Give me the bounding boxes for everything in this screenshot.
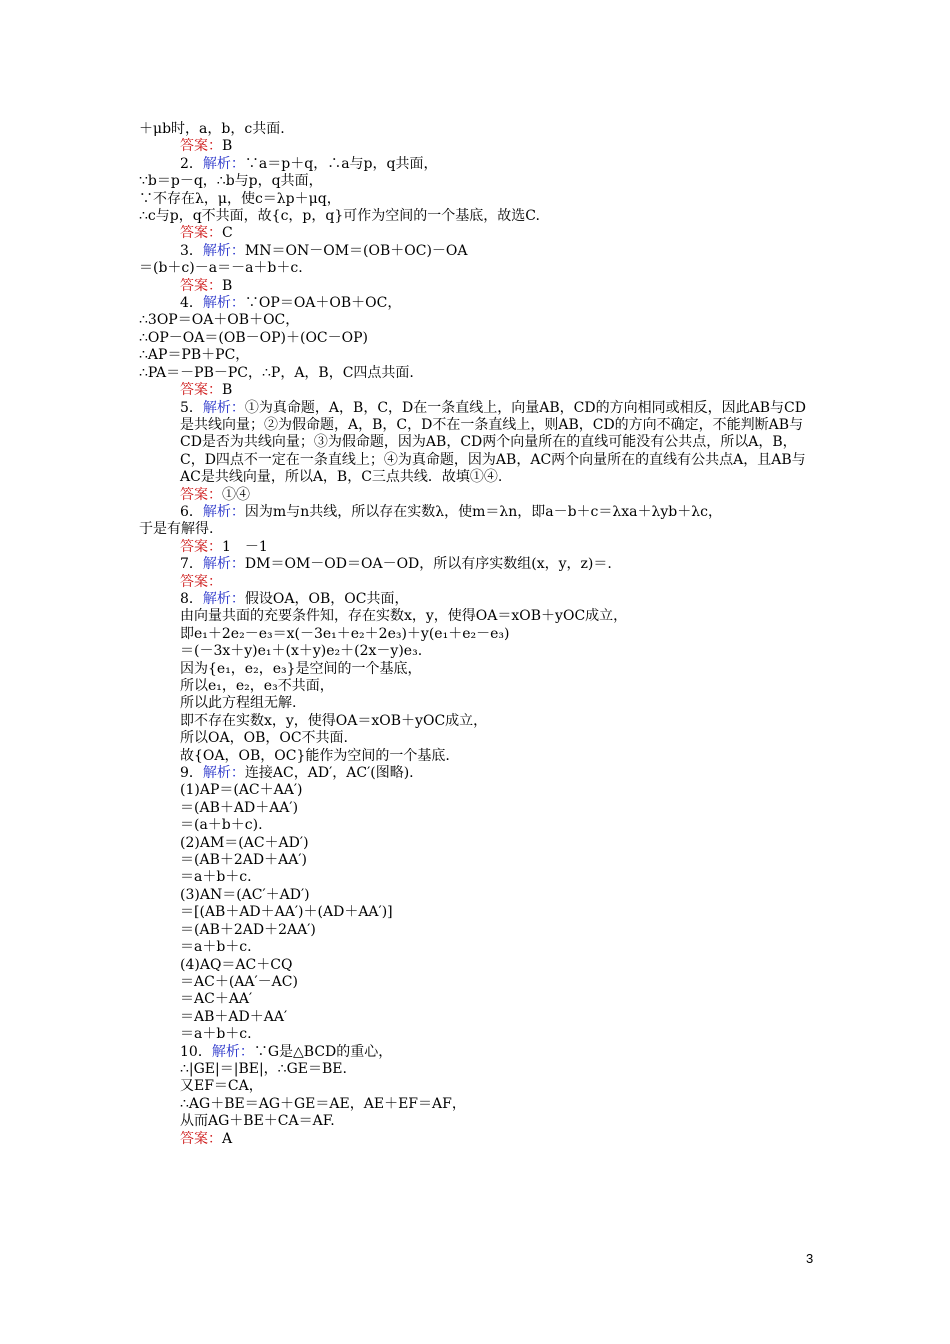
answer-label: 答案： xyxy=(180,382,222,399)
line-text: 5． xyxy=(180,399,203,416)
line-rest-text: MN＝ON－OM＝(OB＋OC)－OA xyxy=(244,242,468,259)
line-text: ＝AB＋AD＋AA′ xyxy=(180,1008,288,1025)
text-line xyxy=(139,330,819,347)
line-text: ＝(AB＋2AD＋AA′) xyxy=(180,852,307,869)
line-text: ∵不存在λ，μ，使c＝λp＋μq， xyxy=(139,190,341,207)
analysis-label: 解析： xyxy=(202,556,245,573)
line-text: B xyxy=(222,382,233,399)
answer-label: 答案： xyxy=(180,225,222,242)
text-line xyxy=(139,974,819,991)
line-text: 因为{e₁，e₂，e₃}是空间的一个基底， xyxy=(180,660,422,677)
text-line xyxy=(139,591,819,608)
line-text: ＝AC＋(AA′－AC) xyxy=(180,973,298,990)
text-line xyxy=(139,191,819,208)
line-text: ∴|GE|＝|BE|，∴GE＝BE. xyxy=(180,1060,347,1077)
line-text: 3． xyxy=(180,242,203,259)
line-text: ＝[(AB＋AD＋AA′)＋(AD＋AA′)] xyxy=(180,904,393,921)
text-line xyxy=(139,887,819,904)
line-text: 所以此方程组无解. xyxy=(180,695,297,712)
text-line xyxy=(139,713,819,730)
line-text: 即不存在实数x，y，使得OA＝xOB＋yOC成立， xyxy=(180,712,488,729)
line-rest-text: ∵G是△BCD的重心， xyxy=(253,1043,393,1060)
text-line xyxy=(139,922,819,939)
text-line xyxy=(139,400,819,487)
line-text: 所以e₁，e₂，e₃不共面， xyxy=(180,678,334,694)
line-text: ＝(AB＋2AD＋2AA′) xyxy=(180,921,316,938)
line-text: 又EF＝CA， xyxy=(180,1078,263,1095)
line-text: C xyxy=(222,225,233,242)
text-line xyxy=(139,939,819,956)
line-text: 从而AG＋BE＋CA＝AF. xyxy=(180,1113,335,1130)
line-text: 2． xyxy=(180,155,203,172)
text-line xyxy=(139,312,819,329)
text-line xyxy=(139,1026,819,1043)
line-text: 8． xyxy=(180,590,203,607)
line-text: 4． xyxy=(180,295,203,312)
analysis-label: 解析： xyxy=(202,242,245,259)
text-line xyxy=(139,748,819,765)
line-text: 10． xyxy=(180,1043,212,1060)
line-text: ＝AC＋AA′ xyxy=(180,991,253,1008)
text-line xyxy=(139,574,819,591)
text-line xyxy=(139,852,819,869)
text-line xyxy=(139,730,819,747)
text-line xyxy=(139,1113,819,1130)
analysis-label: 解析： xyxy=(202,590,245,607)
line-text: ＋μb时，a，b，c共面. xyxy=(139,121,285,137)
line-text: ＝a＋b＋c. xyxy=(180,939,252,956)
line-text: ①④ xyxy=(222,486,250,503)
analysis-label: 解析： xyxy=(202,295,245,312)
text-line xyxy=(139,382,819,399)
analysis-label: 解析： xyxy=(202,503,245,520)
text-line xyxy=(139,765,819,782)
line-text: 7． xyxy=(180,556,203,573)
line-text: (3)AN＝(AC′＋AD′) xyxy=(180,886,310,903)
line-rest-text: ①为真命题，A，B，C，D在一条直线上，向量AB，CD的方向相同或相反，因此AB与CD是共线向量；②为假命题，A，B，C，D不在一条直线上，则AB，CD的方向不确定，不能判断AB与CD是否为共线向量；③为假命题，因为AB，CD两个向量所在的直线可能没有公共点，所以A，B，C，D四点不一定在一条直线上；④为真命题，因为AB，AC两个向量所在的直线有公共点A，且AB与AC是共线向量，所以A，B，C三点共线．故填①④. xyxy=(180,399,806,486)
line-text: 即e₁＋2e₂－e₃＝x(－3e₁＋e₂＋2e₃)＋y(e₁＋e₂－e₃) xyxy=(180,625,510,642)
line-text: ＝(b＋c)－a＝－a＋b＋c. xyxy=(139,260,303,277)
text-line xyxy=(139,782,819,799)
line-text: B xyxy=(222,277,233,294)
line-text: ＝(－3x＋y)e₁＋(x＋y)e₂＋(2x－y)e₃. xyxy=(180,643,423,660)
line-text: (1)AP＝(AC＋AA′) xyxy=(180,782,303,799)
answer-label: 答案： xyxy=(180,573,222,590)
text-line xyxy=(139,504,819,521)
text-line xyxy=(139,608,819,625)
line-text: ∵b＝p－q，∴b与p，q共面， xyxy=(139,173,323,190)
line-text: ＝(AB＋AD＋AA′) xyxy=(180,799,299,816)
line-text: 所以OA，OB，OC不共面. xyxy=(180,730,348,747)
line-text: ＝a＋b＋c. xyxy=(180,869,252,886)
text-line xyxy=(139,278,819,295)
text-line xyxy=(139,225,819,242)
answer-label: 答案： xyxy=(180,1130,222,1147)
analysis-label: 解析： xyxy=(202,399,245,416)
text-line xyxy=(139,365,819,382)
text-line xyxy=(139,626,819,643)
text-line xyxy=(139,539,819,556)
line-text: ∴PA＝－PB－PC，∴P，A，B，C四点共面. xyxy=(139,364,414,381)
analysis-label: 解析： xyxy=(211,1043,254,1060)
text-line xyxy=(139,260,819,277)
text-line xyxy=(139,678,819,695)
document-body xyxy=(139,121,819,1148)
text-line xyxy=(139,173,819,190)
line-text: (4)AQ＝AC＋CQ xyxy=(180,956,293,973)
text-line xyxy=(139,1009,819,1026)
page-number: 3 xyxy=(806,1251,814,1266)
text-line xyxy=(139,243,819,260)
text-line xyxy=(139,521,819,538)
text-line xyxy=(139,556,819,573)
line-text: ∴OP－OA＝(OB－OP)＋(OC－OP) xyxy=(139,329,368,346)
answer-label: 答案： xyxy=(180,277,222,294)
text-line xyxy=(139,869,819,886)
analysis-label: 解析： xyxy=(202,765,245,782)
text-line xyxy=(139,487,819,504)
text-line xyxy=(139,347,819,364)
line-rest-text: ∵a＝p＋q，∴a与p，q共面， xyxy=(244,155,438,172)
line-rest-text: 连接AC，AD′，AC′(图略). xyxy=(244,765,414,782)
text-line xyxy=(139,1096,819,1113)
text-line xyxy=(139,1078,819,1095)
text-line xyxy=(139,991,819,1008)
text-line xyxy=(139,295,819,312)
line-text: 故{OA，OB，OC}能作为空间的一个基底. xyxy=(180,747,450,764)
answer-label: 答案： xyxy=(180,486,222,503)
text-line xyxy=(139,957,819,974)
line-text: 9． xyxy=(180,765,203,782)
text-line xyxy=(139,121,819,138)
line-text: ∴AP＝PB＋PC， xyxy=(139,347,250,364)
text-line xyxy=(139,138,819,155)
text-line xyxy=(139,1061,819,1078)
line-rest-text: DM＝OM－OD＝OA－OD，所以有序实数组(x，y，z)＝. xyxy=(244,556,612,573)
line-text: 6． xyxy=(180,503,203,520)
text-line xyxy=(139,156,819,173)
line-text: 1 －1 xyxy=(222,538,268,555)
line-text: ∴AG＋BE＝AG＋GE＝AE，AE＋EF＝AF， xyxy=(180,1095,466,1112)
text-line xyxy=(139,661,819,678)
line-text: (2)AM＝(AC＋AD′) xyxy=(180,834,309,851)
analysis-label: 解析： xyxy=(202,155,245,172)
text-line xyxy=(139,904,819,921)
line-text: B xyxy=(222,138,233,155)
line-text: 于是有解得. xyxy=(139,521,214,538)
line-rest-text: ∵OP＝OA＋OB＋OC， xyxy=(244,295,402,312)
text-line xyxy=(139,695,819,712)
text-line xyxy=(139,208,819,225)
line-text: 由向量共面的充要条件知，存在实数x，y，使得OA＝xOB＋yOC成立， xyxy=(180,608,628,625)
text-line xyxy=(139,1131,819,1148)
text-line xyxy=(139,800,819,817)
line-text: ＝a＋b＋c. xyxy=(180,1026,252,1043)
line-text: A xyxy=(222,1130,233,1147)
line-rest-text: 因为m与n共线，所以存在实数λ，使m＝λn，即a－b＋c＝λxa＋λyb＋λc， xyxy=(244,503,722,520)
text-line xyxy=(139,817,819,834)
answer-label: 答案： xyxy=(180,538,222,555)
line-text: ＝(a＋b＋c). xyxy=(180,817,263,834)
text-line xyxy=(139,643,819,660)
line-text: ∴3OP＝OA＋OB＋OC， xyxy=(139,312,300,329)
answer-label: 答案： xyxy=(180,138,222,155)
line-rest-text: 假设OA，OB，OC共面， xyxy=(244,590,409,607)
line-text: ∴c与p，q不共面，故{c，p，q}可作为空间的一个基底，故选C. xyxy=(139,208,540,225)
text-line xyxy=(139,1044,819,1061)
text-line xyxy=(139,835,819,852)
